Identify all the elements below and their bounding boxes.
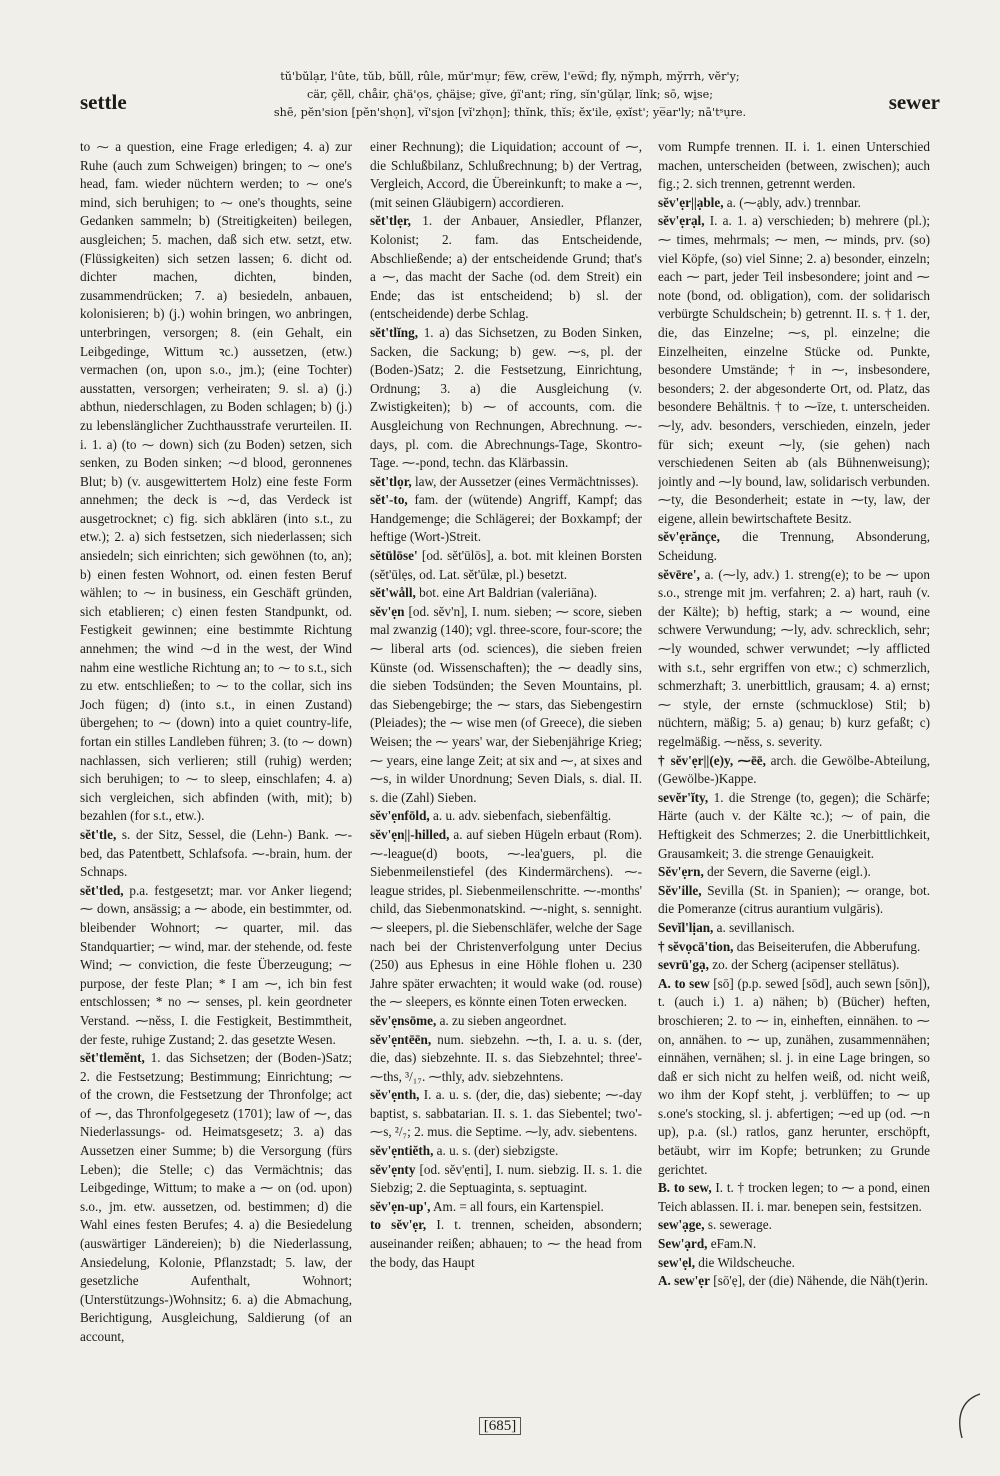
dictionary-entry — [370, 1216, 642, 1272]
entry-text: 1. der Anbauer, Ansiedler, Pflanzer, Kolonist; 2. fam. das Entscheidende, Abschließende; a) der entscheidende Grund; that's a ⁓, das macht der Sache (od. dem Streit) ein Ende; das ist entscheidend; b) sl. der (entscheidende) derbe Schlag. — [370, 213, 642, 322]
dictionary-entry — [80, 882, 352, 1049]
entry-headword: A. to sew — [658, 975, 710, 991]
dictionary-entry — [658, 194, 930, 213]
dictionary-entry — [658, 752, 930, 789]
guide-word-left: settle — [80, 90, 127, 114]
entry-text: a. (⁓ạbly, adv.) trennbar. — [726, 194, 861, 210]
entry-text: I. t. † trocken legen; to ⁓ a pond, einen Teich ablassen. II. i. mar. benepen sein, festsitzen. — [658, 1180, 930, 1214]
dictionary-entry — [370, 1198, 642, 1217]
entry-headword: sĕv'ẹr||ạble, — [658, 194, 724, 210]
dictionary-entry — [658, 1216, 930, 1235]
entry-headword: sĕv'ẹnsōme, — [370, 1012, 437, 1028]
entry-text: [sō] (p.p. sewed [sōd], auch sewn [sōn]), t. (auch i.) 1. a) nähen; b) (Bücher) heften, broschieren; 2. to ⁓ in, einheften, einnähen. to ⁓ on, annähen. to ⁓ up, zunähen, zusammennähen; einnähen, vernähen; sl. j. in eine Lage bringen, so daß er sich nicht zu helfen weiß, od. nicht weiß, wo ihm der Kopf steht, j. verblüffen; to ⁓ up s.one's stocking, sl. j. abfertigen; ⁓ed up (od. ⁓n up), p.a. (sl.) ratlos, ganz herunter, erschöpft, betäubt, wirr im Kopfe; betrunken; zu Grunde gerichtet. — [658, 975, 930, 1177]
entry-text: a. (⁓ly, adv.) 1. streng(e); to be ⁓ upon s.o., strenge mit jm. verfahren; 2. a) hart, rauh (v. der Kälte); b) heftig, stark; a ⁓ wound, eine schwere Verwundung; ⁓ly, adv. schrecklich, sehr; ⁓ly wounded, schwer verwundet; ⁓ly afflicted with s.t., sehr ergriffen von etw.; c) schmerzlich, schmerzhaft; 3. unerbittlich, grausam; 4. a) ernst; ⁓ style, der ernste (schmucklose) Stil; b) nüchtern, mäßig; 5. a) genau; b) kurz gefaßt; c) regelmäßig. ⁓nĕss, s. severity. — [658, 566, 930, 749]
entry-text: [od. sĕv'n], I. num. sieben; ⁓ score, sieben mal zwanzig (140); vgl. three-score, four-score; the ⁓ liberal arts (od. sciences), die sieben freien Künste (od. Wissenschaften); the ⁓ deadly sins, die sieben Todsünden; the Seven Mountains, pl. das Siebengebirge; the ⁓ stars, das Siebengestirn (Pleiades); the ⁓ wise men (of Greece), die sieben Weisen; the ⁓ years' war, der Siebenjährige Krieg; ⁓ years, eine lange Zeit; at six and ⁓, at sixes and ⁓s, in wilder Unordnung; Seven Dials, s. dial. II. s. die (Zahl) Sieben. — [370, 603, 642, 805]
entry-headword: sĕt'tlĭng, — [370, 324, 418, 340]
dictionary-entry — [658, 938, 930, 957]
page-number-text: [685] — [479, 1417, 522, 1435]
dictionary-entry — [370, 1086, 642, 1142]
entry-headword: † sĕvọcā'tion, — [658, 938, 734, 954]
dictionary-entry — [370, 1142, 642, 1161]
entry-text: die Trennung, Absonderung, Scheidung. — [658, 529, 930, 564]
entry-headword: sĕv'ẹrănçe, — [658, 529, 720, 545]
dictionary-entry — [370, 212, 642, 324]
dictionary-entry — [80, 1049, 352, 1347]
entry-headword: sĕv'ẹnfōld, — [370, 808, 430, 824]
dictionary-entry — [658, 528, 930, 565]
entry-text: a. auf sieben Hügeln erbaut (Rom). ⁓-league(d) boots, ⁓-lea'guers, pl. die Siebenmeilenstiefel (des Kindermärchens). ⁓-league strides, pl. Siebenmeilenschritte. ⁓-months' child, das Siebenmonatskind. ⁓-night, s. sennight. ⁓ sleepers, pl. die Siebenschläfer, welche der Sage nach bei der Christenverfolgung unter Decius (250) aus Ephesus in eine Höhle flohen u. 230 Jahre später erwachten; it would wake (od. rouse) the ⁓ sleepers, es könnte einen Toten erwecken. — [370, 826, 642, 1010]
dictionary-entry — [370, 491, 642, 547]
dictionary-entry — [370, 1031, 642, 1087]
entry-text: p.a. festgesetzt; mar. vor Anker liegend; ⁓ down, ansässig; a ⁓ abode, ein bestimmter, od. bleibender Wohnort; ⁓ quarter, mil. das Standquartier; ⁓ wind, mar. der stehende, od. feste Wind; ⁓ conviction, die feste Überzeugung; ⁓ purpose, der feste Plan; * I am ⁓, ich bin fest entschlossen; * no ⁓ senses, pl. kein geordneter Verstand. ⁓nĕss, I. die Festigkeit, Bestimmtheit, der feste, ruhige Zustand; 2. das gesetzte Wesen. — [80, 882, 352, 1047]
entry-text: a. u. adv. siebenfach, siebenfältig. — [433, 808, 612, 824]
entry-headword: sew'ạge, — [658, 1217, 705, 1233]
entry-text: a. u. s. (der) siebzigste. — [436, 1143, 559, 1159]
entry-headword: sĕv'ẹnty — [370, 1161, 416, 1177]
entry-text: [od. sĕv'ẹnti], I. num. siebzig. II. s. 1. die Siebzig; 2. die Septuaginta, s. septuagint. — [370, 1161, 642, 1196]
entry-headword: sĕv'ẹnth, — [370, 1087, 420, 1103]
entry-text: 1. die Strenge (to, gegen); die Schärfe; Härte (auch v. der Kälte ꝛc.); ⁓ of pain, die Heftigkeit des Schmerzes; 2. die Unerbittlichkeit, Grausamkeit; 3. die strenge Genauigkeit. — [658, 789, 930, 861]
entry-headword: † sĕv'ẹr||(e)y, ⁓ēē, — [658, 752, 766, 768]
dictionary-columns — [80, 138, 940, 1400]
entry-text: bot. eine Art Baldrian (valeriāna). — [419, 585, 598, 601]
entry-headword: sĕt'tlọr, — [370, 473, 412, 489]
dictionary-entry — [370, 547, 642, 584]
dictionary-entry — [658, 138, 930, 194]
entry-text: zo. der Scherg (acipenser stellātus). — [712, 957, 900, 973]
entry-text: I. t. trennen, scheiden, absondern; auseinander reißen; abhauen; to ⁓ the head from the body, das Haupt — [370, 1217, 642, 1270]
dictionary-entry — [370, 1161, 642, 1198]
entry-headword: Sew'ạrd, — [658, 1236, 708, 1252]
pronunciation-key — [200, 68, 820, 122]
dictionary-entry — [658, 1179, 930, 1216]
entry-headword: Sevĭl'lịan, — [658, 919, 714, 935]
entry-headword: to sĕv'ẹr, — [370, 1217, 427, 1233]
entry-text: [sō'ẹ], der (die) Nähende, die Näh(t)erin. — [713, 1273, 929, 1289]
dictionary-entry — [370, 826, 642, 1012]
entry-text: fam. der (wütende) Angriff, Kampf; das Handgemenge; die Schlägerei; der Boxkampf; der heftige (Wort-)Streit. — [370, 492, 642, 545]
entry-text: Sevilla (St. in Spanien); ⁓ orange, bot. die Pomeranze (citrus aurantium vulgāris). — [658, 882, 930, 917]
dictionary-entry — [658, 1254, 930, 1273]
page-number — [0, 1418, 1000, 1435]
entry-headword: sĕv'ẹntēēn, — [370, 1031, 432, 1047]
entry-text: a. sevillanisch. — [716, 919, 795, 935]
entry-text: das Beiseiterufen, die Abberufung. — [736, 938, 921, 954]
entry-headword: sĕt'-to, — [370, 492, 408, 508]
entry-text: num. siebzehn. ⁓th, I. a. u. s. (der, die, das) siebzehnte. II. s. das Siebzehntel; three'-⁓ths, ³/₁₇. ⁓thly, adv. siebzehntens. — [370, 1031, 642, 1084]
entry-text: der Severn, die Saverne (eigl.). — [707, 864, 871, 880]
entry-headword: sevĕr'ĭty, — [658, 789, 709, 805]
dictionary-entry — [370, 473, 642, 492]
pronunciation-key-line: cär, çĕll, chåir, çhä'ọs, çhäi̱se; gĭve, ģï'ant; rĭng, sĭn'gŭlạr, lĭnk; sō, wi̱se; — [307, 88, 713, 101]
entry-headword: sĕtūlōse' — [370, 548, 418, 564]
page-header — [80, 68, 940, 128]
dictionary-entry — [658, 882, 930, 919]
page-curl-mark — [952, 1392, 982, 1442]
dictionary-entry — [370, 584, 642, 603]
dictionary-entry — [658, 975, 930, 1180]
dictionary-entry — [370, 138, 642, 212]
entry-text: I. a. 1. a) verschieden; b) mehrere (pl.); ⁓ times, mehrmals; ⁓ men, ⁓ minds, prv. (so) viel Köpfe, (so) viel Sinne; 2. a) besonder, einzeln; each ⁓ part, jeder Teil insbesondere; joint and ⁓ note (bond, od. obligation), com. der solidarisch verbürgte Schuldschein; b) getrennt. II. s. † 1. der, die, das Einzelne; ⁓s, pl. einzelne; die Einzelheiten, einzelne Stücke od. Punkte, besondere Umstände; † in ⁓, insbesondere, besonders; 2. der abgesonderte Ort, od. Platz, das besondere Behältnis. † to ⁓īze, t. unterscheiden. ⁓ly, adv. besonders, verschieden, einzeln, jeder für sich; exeunt ⁓ly, (sie gehen) nach verschiedenen Seiten ab (als Bühnenweisung); jointly and ⁓ly bound, law, solidarisch verbunden. ⁓ty, die Besonderheit; estate in ⁓ty, law, der eigene, allein bewirtschaftete Besitz. — [658, 213, 930, 526]
entry-headword: Sĕv'ẹrn, — [658, 864, 704, 880]
dictionary-entry — [658, 863, 930, 882]
entry-headword: sĕt'wåll, — [370, 585, 416, 601]
entry-headword: sĕv'ẹrạl, — [658, 213, 705, 229]
dictionary-entry — [658, 919, 930, 938]
entry-text: 1. das Sichsetzen; der (Boden-)Satz; 2. die Festsetzung; Bestimmung; Einrichtung; ⁓ of the crown, die Festsetzung der Thronfolge; act of ⁓, das Thronfolgegesetz (1701); law of ⁓, das Niederlassungs- od. Heimatsgesetz; 3. a) das Aussetzen einer Summe; b) die Versorgung (fürs Leben); die Stelle; c) das Vermächtnis; das Leibgedinge, Wittum; to make a ⁓ on (od. upon) s.o., jm. etw. aussetzen, od. bestimmen; d) die Wahl eines festen Berufes; 4. a) die Besiedelung (auswärtiger Ländereien); b) die Niederlassung, Ansiedelung, Kolonie, Pflanzstadt; 5. law, der gesetzliche Aufenthalt, Wohnort; (Unterstützungs-)Wohnsitz; 6. a) die Abmachung, Berichtigung, Ausgleichung, Saldierung (of an account, — [80, 1050, 352, 1344]
entry-headword: sevrū'gạ, — [658, 957, 709, 973]
entry-headword: sĕv'ẹntiĕth, — [370, 1143, 434, 1159]
pronunciation-key-line: tŭ'bŭlạr, l'ûte, tŭb, bŭll, rûle, mŭr'mụr; fe̅w, cre̅w, l'ew̅d; fl̄y, ny̆mph, my̆rrh, vĕr'y; — [280, 70, 740, 83]
entry-text: Am. = all fours, ein Kartenspiel. — [433, 1198, 604, 1214]
entry-text: to ⁓ a question, eine Frage erledigen; 4. a) zur Ruhe (auch zum Schweigen) bringen; to ⁓ one's head, fam. wieder nüchtern werden; to ⁓ one's mind, sich beruhigen; to ⁓ one's thoughts, seine Gedanken sammeln; b) (Streitigkeiten) beilegen, ausgleichen; 5. machen, daß sich etw. setzt, etw. (Flüssigkeiten) sich setzen lassen; 6. dicht od. dichter machen, dichten, binden, zusammendrücken; 7. a) besiedeln, anbauen, kolonisieren; b) (j.) wohin bringen, wo anbringen, unterbringen, versorgen; 8. (ein Gehalt, ein Leibgedinge, Wittum ꝛc.) aussetzen, (etw.) vermachen (on, upon s.o., jm.); (eine Tochter) ausstatten, versorgen; verheiraten; 9. sl. a) (j.) abthun, niederschlagen, zu Boden schlagen; b) (j.) zu lebenslänglicher Zuchthausstrafe verurteilen. II. i. 1. a) (to ⁓ down) sich (zu Boden) setzen, sich senken, zu Boden sinken; ⁓d blood, geronnenes Blut; b) (v. ausgewittertem Holz) eine feste Form annehmen; the deck is ⁓d, das Verdeck ist ausgetrocknet; c) fig. sich abklären (into s.t., zu etw.); 2. a) sich festsetzen, sich niederlassen; sich ansiedeln; sich einrichten; sich gewöhnen (to, an); b) einen festen Wohnort, od. einen festen Beruf wählen; to ⁓ in business, ein Geschäft gründen, sich etablieren; c) einen festen Standpunkt, od. Festigkeit gewinnen; eine bestimmte Richtung annehmen; the wind ⁓d in the west, der Wind nahm eine westliche Richtung an; to ⁓ to s.t., sich zu etw. entschließen; to ⁓ to the collar, sich ins Joch fügen; d) (into s.t., in einen Zustand) übergehen; to ⁓ (down) into a quiet country-life, fortan ein stilles Landleben führen; 3. (to ⁓ down) nachlassen, sich verlieren; still (ruhig) werden; sich beruhigen; to ⁓ to sleep, einschlafen; 4. a) sich vergleichen, sich abfinden (with, mit); b) bezahlen (for s.t., etw.). — [80, 139, 352, 824]
entry-headword: sĕt'tled, — [80, 882, 124, 898]
entry-headword: sĕvēre', — [658, 566, 700, 582]
dictionary-entry — [658, 1272, 930, 1291]
dictionary-entry — [658, 956, 930, 975]
entry-headword: sĕt'tle, — [80, 826, 117, 842]
column-left — [80, 138, 352, 1400]
entry-text: a. zu sieben angeordnet. — [439, 1012, 567, 1028]
dictionary-entry — [658, 1235, 930, 1254]
dictionary-entry — [370, 807, 642, 826]
entry-text: einer Rechnung); die Liquidation; account of ⁓, die Schlußbilanz, Schlußrechnung; b) der Vertrag, Vergleich, Accord, die Übereinkunft; to make a ⁓, (mit seinen Gläubigern) accordieren. — [370, 139, 642, 210]
guide-word-right: sewer — [888, 90, 940, 114]
entry-text: s. sewerage. — [707, 1217, 772, 1233]
pronunciation-key-line: shē, pĕn'sion [pĕn'shọn], vĭ'si̱on [vĭ'zhọn]; thĭnk, thĭs; ĕx'ile, ẹxĭst'; ye̅ar'ly; nā'tˢụre. — [273, 106, 747, 119]
entry-headword: sĕt'tlẹr, — [370, 213, 411, 229]
dictionary-entry — [370, 1012, 642, 1031]
dictionary-entry — [80, 826, 352, 882]
column-right — [658, 138, 930, 1400]
column-middle — [370, 138, 642, 1400]
dictionary-entry — [658, 212, 930, 528]
entry-text: 1. a) das Sichsetzen, zu Boden Sinken, Sacken, die Sackung; b) gew. ⁓s, pl. der (Boden-)Satz; 2. die Festsetzung, Einrichtung, Ordnung; 3. a) die Ausgleichung (v. Zwistigkeiten); b) ⁓ of accounts, com. die Ausgleichung von Rechnungen, Abrechnung. ⁓-days, pl. com. die Abrechnungs-Tage, Skontro-Tage. ⁓-pond, techn. das Klärbassin. — [370, 324, 642, 471]
entry-text: eFam.N. — [710, 1236, 757, 1252]
dictionary-entry — [658, 566, 930, 752]
entry-headword: B. to sew, — [658, 1180, 712, 1196]
entry-headword: sĕt'tlemĕnt, — [80, 1050, 145, 1066]
entry-text: arch. die Gewölbe-Abteilung, (Gewölbe-)Kappe. — [658, 752, 930, 787]
entry-headword: sĕv'ẹn — [370, 603, 405, 619]
entry-text: I. a. u. s. (der, die, das) siebente; ⁓-day baptist, s. sabbatarian. II. s. 1. das Siebentel; two'-⁓s, ²/₇; 2. mus. die Septime. ⁓ly, adv. siebentens. — [370, 1087, 642, 1140]
entry-headword: sew'ẹl, — [658, 1254, 695, 1270]
dictionary-entry — [370, 324, 642, 473]
dictionary-entry — [370, 603, 642, 808]
entry-headword: sĕv'ẹn-up', — [370, 1198, 431, 1214]
entry-headword: sĕv'ẹn||-hilled, — [370, 826, 450, 842]
entry-text: vom Rumpfe trennen. II. i. 1. einen Unterschied machen, unterscheiden (between, zwischen); auch fig.; 2. sich trennen, getrennt werden. — [658, 139, 930, 192]
entry-text: [od. sĕt'ūlōs], a. bot. mit kleinen Borsten (sĕt'ūlẹs, od. Lat. sĕt'ūlæ, pl.) besetzt. — [370, 548, 642, 582]
dictionary-entry — [658, 789, 930, 863]
entry-headword: A. sew'ẹr — [658, 1273, 710, 1289]
entry-text: die Wildscheuche. — [698, 1254, 795, 1270]
entry-headword: Sĕv'ille, — [658, 882, 702, 898]
entry-text: law, der Aussetzer (eines Vermächtnisses). — [414, 473, 639, 489]
dictionary-entry — [80, 138, 352, 826]
entry-text: s. der Sitz, Sessel, die (Lehn-) Bank. ⁓-bed, das Patentbett, Schlafsofa. ⁓-brain, hum. der Schnaps. — [80, 826, 352, 880]
